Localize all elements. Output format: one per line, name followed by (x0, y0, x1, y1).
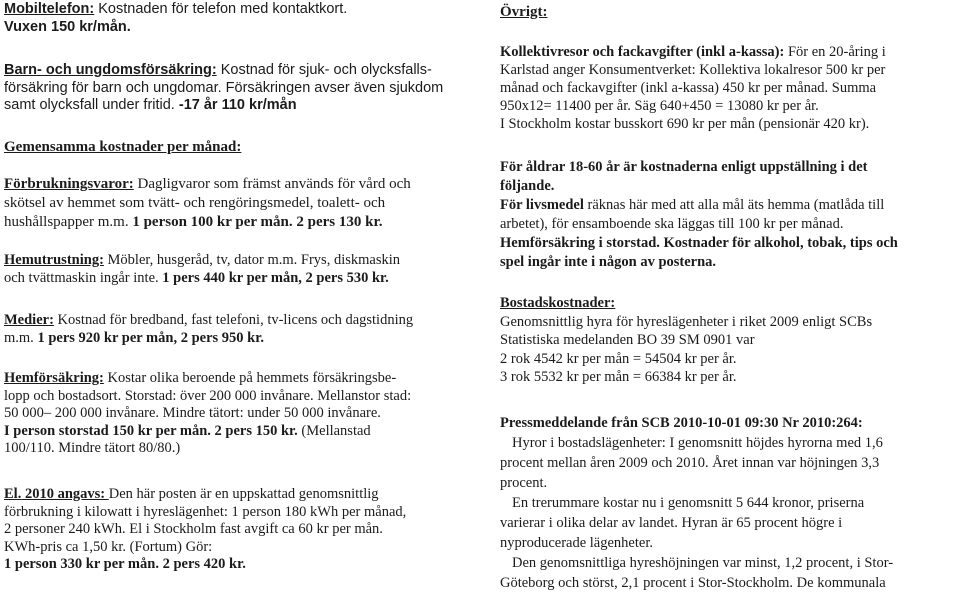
el-price: 1 person 330 kr per mån. 2 pers 420 kr. (4, 556, 246, 572)
bostad-section (500, 294, 872, 387)
medier-price: 1 pers 920 kr per mån, 2 pers 950 kr. (37, 329, 264, 346)
el-text-3: 2 personer 240 kWh. El i Stockholm fast avgift ca 60 kr per mån. (4, 521, 383, 537)
aldrar-text-4: arbetet), för ensamboende ska läggas till 100 kr per månad. (500, 216, 844, 232)
hemfors-heading: Hemförsäkring: (4, 370, 104, 386)
medier-text-2: m.m. (4, 329, 38, 346)
koll-text-5: I Stockholm kostar busskort 690 kr per mån (pensionär 420 kr). (500, 116, 870, 132)
aldrar-section (500, 158, 898, 272)
hemfors-price: I person storstad 150 kr per mån. 2 pers 150 kr. (4, 422, 298, 439)
forbruk-text-2: skötsel av hemmet som tvätt- och rengöringsmedel, toalett- och (4, 195, 386, 211)
aldrar-text-5: Hemförsäkring i storstad. Kostnader för alkohol, tobak, tips och (500, 235, 898, 251)
mobile-price: Vuxen 150 kr/mån. (4, 18, 131, 35)
koll-text-1: För en 20-åring i (784, 44, 886, 60)
el-heading-b: 2010 angavs: (21, 486, 109, 502)
mobile-section (4, 1, 347, 36)
barn-section (4, 62, 443, 115)
barn-price: -17 år 110 kr/mån (178, 97, 297, 113)
forbruk-heading: Förbrukningsvaror: (4, 176, 134, 192)
el-heading-a: El. (4, 486, 22, 502)
forbruk-section (4, 175, 411, 232)
el-section (4, 486, 406, 574)
gemensamma-heading: Gemensamma kostnader per månad: (4, 139, 242, 155)
hemut-heading: Hemutrustning: (4, 252, 104, 268)
koll-text-3: månad och fackavgifter (inkl a-kassa) 450 kr per månad. Summa (500, 80, 877, 96)
koll-text-2: Karlstad anger Konsumentverket: Kollektiva lokalresor 500 kr per (500, 62, 886, 78)
hemfors-text-3: 50 000– 200 000 invånare. Mindre tätort: under 50 000 invånare. (4, 405, 381, 421)
ovrigt-heading: Övrigt: (500, 4, 548, 20)
hemut-section (4, 252, 400, 287)
barn-heading: Barn- och ungdomsförsäkring: (4, 62, 217, 78)
aldrar-livsmedel: För livsmedel (500, 197, 584, 213)
hemut-price: 1 pers 440 kr per mån, 2 pers 530 kr. (162, 269, 389, 286)
koll-heading: Kollektivresor och fackavgifter (inkl a-kassa): (500, 44, 785, 60)
aldrar-text-2: följande. (500, 178, 555, 194)
aldrar-text-1: För åldrar 18-60 år är kostnaderna enligt uppställning i det (500, 159, 868, 175)
hemut-text-2: och tvättmaskin ingår inte. (4, 269, 163, 286)
hemfors-text-2: lopp och bostadsort. Storstad: över 200 000 invånare. Mellanstor stad: (4, 387, 412, 404)
hemut-text-1: Möbler, husgeråd, tv, dator m.m. Frys, diskmaskin (103, 252, 401, 268)
bostad-text-3: 2 rok 4542 kr per mån = 54504 kr per år. (500, 350, 737, 367)
press-p2-line-2: varierar i olika delar av landet. Hyran är 65 procent högre i (500, 515, 843, 531)
el-text-2: förbrukning i kilowatt i hyreslägenhet: 1 person 180 kWh per månad, (4, 503, 407, 520)
el-text-4: KWh-pris ca 1,50 kr. (Fortum) Gör: (4, 538, 213, 555)
press-p3-line-1: Den genomsnittliga hyreshöjningen var minst, 1,2 procent, i Stor- (512, 555, 894, 571)
forbruk-text-3: hushållspapper m.m. (4, 214, 133, 230)
hemfors-text-5: 100/110. Mindre tätort 80/80.) (4, 440, 181, 456)
barn-text-3: samt olycksfall under fritid. (4, 97, 179, 113)
koll-text-4: 950x12= 11400 per år. Säg 640+450 = 13080 kr per år. (500, 98, 819, 114)
hemfors-text-1: Kostar olika beroende på hemmets försäkringsbe- (103, 370, 397, 386)
medier-section (4, 312, 413, 347)
press-p1-line-1: Hyror i bostadslägenheter: I genomsnitt höjdes hyrorna med 1,6 (512, 435, 883, 451)
barn-text-1: Kostnad för sjuk- och olycksfalls- (216, 62, 432, 78)
press-p3-line-2: Göteborg och störst, 2,1 procent i Stor-Stockholm. De kommunala (500, 575, 886, 591)
mobile-text: Kostnaden för telefon med kontaktkort. (94, 1, 348, 17)
press-p2-line-1: En trerummare kostar nu i genomsnitt 5 644 kronor, priserna (512, 495, 865, 511)
aldrar-text-6: spel ingår inte i någon av posterna. (500, 254, 717, 270)
press-heading: Pressmeddelande från SCB 2010-10-01 09:30 Nr 2010:264: (500, 415, 863, 431)
medier-heading: Medier: (4, 312, 54, 328)
el-text-1: Den här posten är en uppskattad genomsnittlig (108, 486, 379, 502)
press-p2-line-3: nyproducerade lägenheter. (500, 535, 653, 551)
bostad-text-1: Genomsnittlig hyra för hyreslägenheter i riket 2009 enligt SCBs (500, 313, 873, 330)
press-p1-line-2: procent mellan åren 2009 och 2010. Året innan var höjningen 3,3 (500, 455, 880, 471)
medier-text-1: Kostnad för bredband, fast telefoni, tv-licens och dagstidning (53, 312, 414, 328)
bostad-text-4: 3 rok 5532 kr per mån = 66384 kr per år. (500, 369, 737, 385)
koll-section (500, 43, 886, 133)
aldrar-text-3: räknas här med att alla mål äts hemma (matlåda till (583, 197, 885, 213)
forbruk-price: 1 person 100 kr per mån. 2 pers 130 kr. (132, 214, 383, 230)
mobile-heading: Mobiltelefon: (4, 1, 95, 17)
hemfors-section (4, 370, 411, 458)
forbruk-text-1: Dagligvaror som främst används för vård och (133, 176, 411, 192)
barn-text-2: försäkring för barn och ungdomar. Försäkringen avser även sjukdom (4, 79, 444, 96)
bostad-heading: Bostadskostnader: (500, 295, 616, 311)
bostad-text-2: Statistiska medelanden BO 39 SM 0901 var (500, 332, 755, 348)
press-p1-line-3: procent. (500, 475, 548, 491)
press-section (500, 413, 893, 593)
hemfors-text-4: (Mellanstad (297, 422, 371, 439)
